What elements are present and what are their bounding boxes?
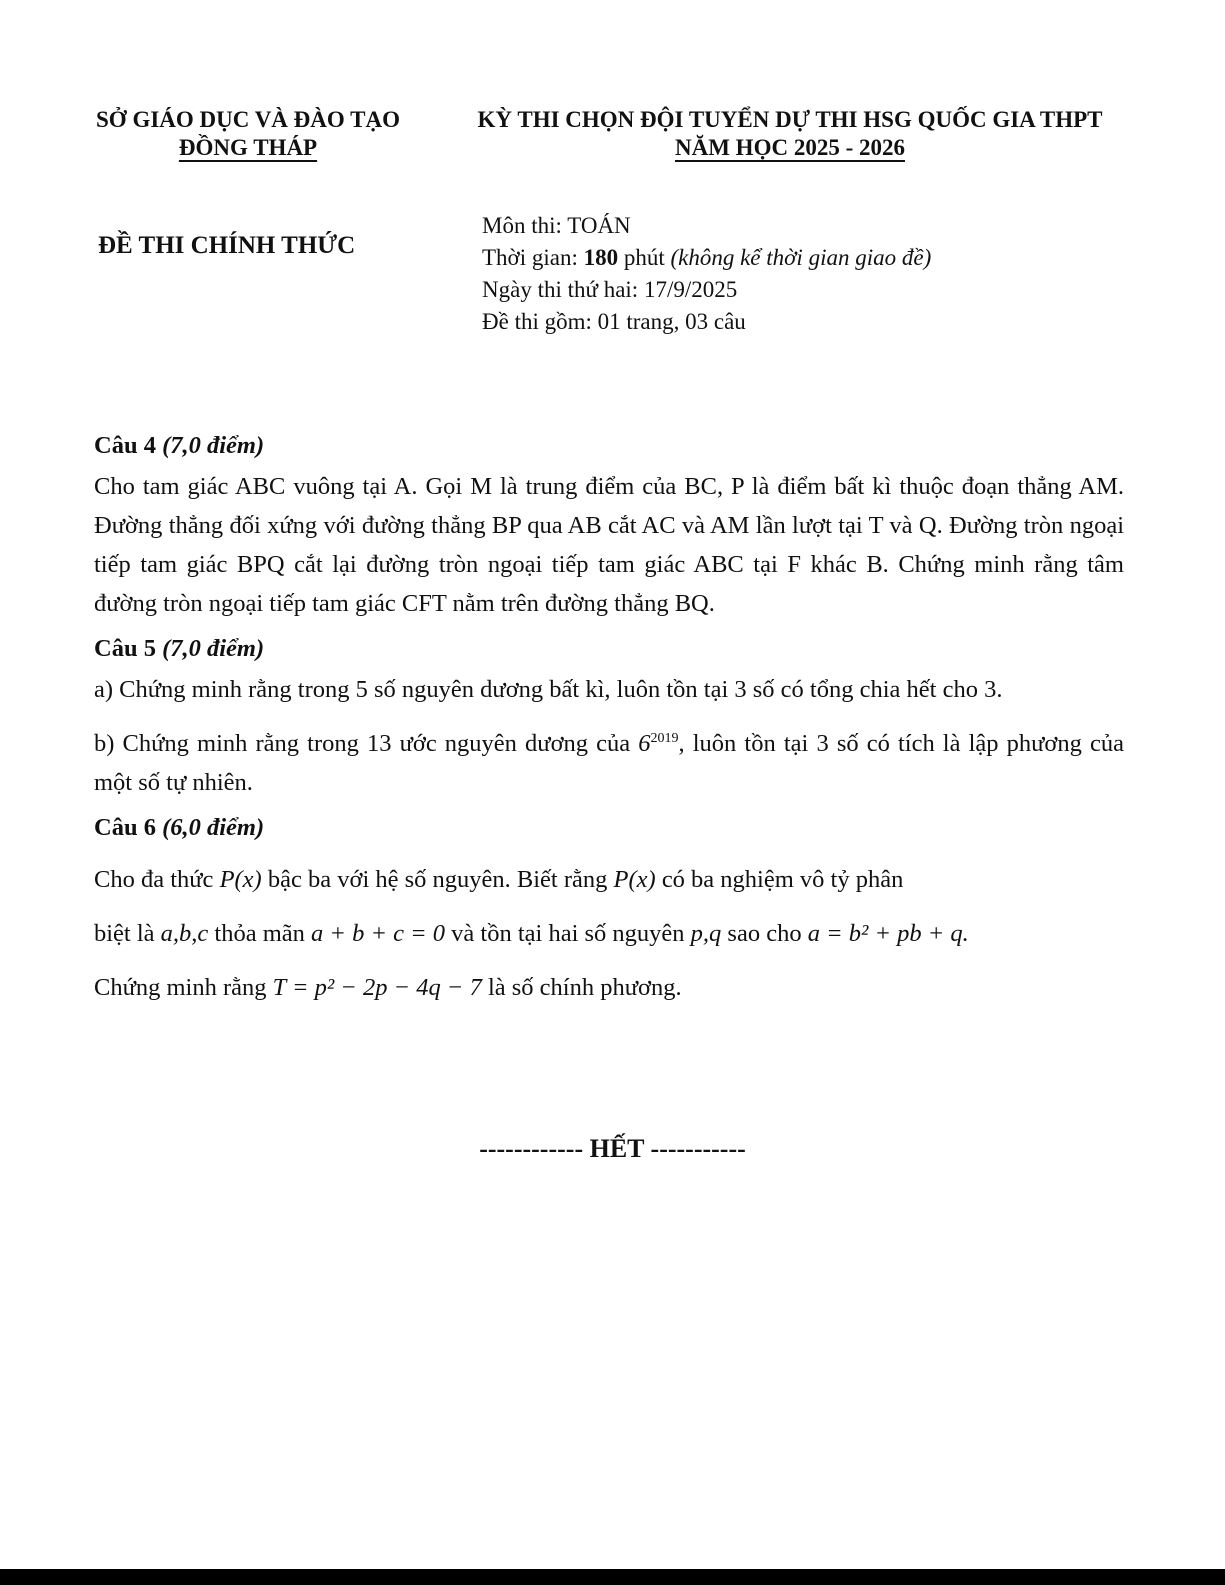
province-name: ĐỒNG THÁP bbox=[178, 135, 318, 160]
math-px-2: P(x) bbox=[613, 866, 656, 894]
department-header bbox=[78, 106, 418, 162]
official-label: ĐỀ THI CHÍNH THỨC bbox=[98, 232, 356, 259]
question-4-body: Cho tam giác ABC vuông tại A. Gọi M là trung điểm của BC, P là điểm bất kì thuộc đoạn thẳng AM. Đường thẳng đối xứng với đường thẳng BP qua AB cắt AC và AM lần lượt tại T và Q. Đường tròn ngoại tiếp tam giác BPQ cắt lại đường tròn ngoại tiếp tam giác ABC tại F khác B. Chứng minh rằng tâm đường tròn ngoại tiếp tam giác CFT nằm trên đường thẳng BQ. bbox=[94, 473, 1124, 617]
question-5-title: Câu 5 (7,0 điểm) bbox=[94, 635, 265, 662]
exam-date: Ngày thi thứ hai: 17/9/2025 bbox=[482, 277, 738, 302]
exam-info bbox=[482, 210, 931, 338]
department-name: SỞ GIÁO DỤC VÀ ĐÀO TẠO bbox=[96, 107, 400, 132]
math-relation: a = b² + pb + q. bbox=[807, 920, 969, 948]
exam-time: Thời gian: 180 phút (không kể thời gian giao đề) bbox=[482, 245, 932, 270]
math-px: P(x) bbox=[219, 866, 262, 894]
math-T: T = p² − 2p − 4q − 7 bbox=[272, 974, 482, 1002]
question-6-body: Cho đa thức P(x) bậc ba với hệ số nguyên. Biết rằng P(x) có ba nghiệm vô tỷ phân biệt là a,b,c thỏa mãn a + b + c = 0 và tồn tại hai số nguyên p,q sao cho a = b² + pb + q. Chứng minh rằng T = p² − 2p − 4q − 7 là số chính phương. bbox=[94, 866, 969, 1002]
question-5-part-a: a) Chứng minh rằng trong 5 số nguyên dương bất kì, luôn tồn tại 3 số có tổng chia hết cho 3. bbox=[94, 676, 1003, 703]
question-5-part-b: b) Chứng minh rằng trong 13 ước nguyên dương của $6^{2019}$, luôn tồn tại 3 số có tích là lập phương của một số tự nhiên. bbox=[94, 730, 1124, 797]
question-4-title: Câu 4 (7,0 điểm) bbox=[94, 432, 265, 459]
exam-pages: Đề thi gồm: 01 trang, 03 câu bbox=[482, 309, 746, 334]
math-pq: p,q bbox=[690, 920, 722, 948]
math-abc: a,b,c bbox=[160, 920, 209, 948]
math-sum: a + b + c = 0 bbox=[311, 920, 446, 948]
end-marker: ------------ HẾT ----------- bbox=[479, 1134, 746, 1163]
scan-edge bbox=[0, 1569, 1225, 1585]
exam-content bbox=[94, 420, 1124, 1015]
exam-header bbox=[440, 106, 1140, 162]
exam-name: KỲ THI CHỌN ĐỘI TUYỂN DỰ THI HSG QUỐC GIA THPT bbox=[477, 107, 1103, 132]
school-year: NĂM HỌC 2025 - 2026 bbox=[675, 135, 905, 160]
exam-subject: Môn thi: TOÁN bbox=[482, 213, 631, 238]
question-6-title: Câu 6 (6,0 điểm) bbox=[94, 814, 265, 842]
